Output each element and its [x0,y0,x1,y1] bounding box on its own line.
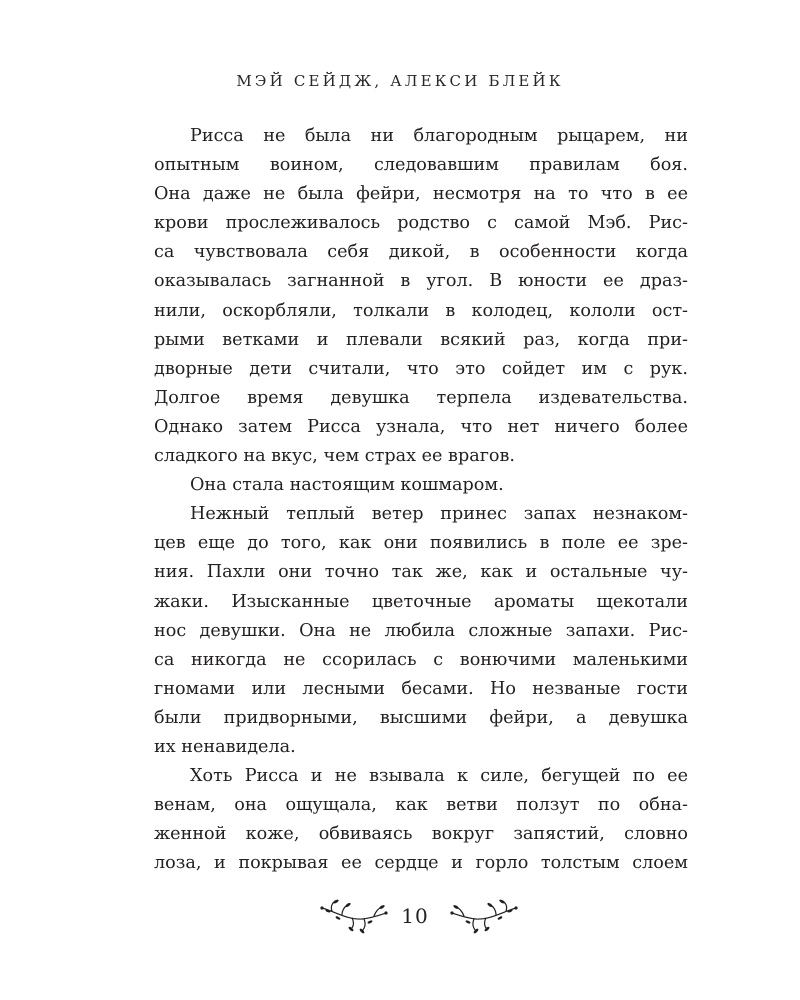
body-line: крови прослеживалось родство с самой Мэб. Рис- [154,213,688,234]
body-line: женной коже, обвиваясь вокруг запястий, словно [154,824,688,845]
body-line: оказывалась загнанной в угол. В юности ее драз- [154,271,688,292]
page-number: 10 [401,904,429,928]
body-line: цев еще до того, как они появились в поле ее зре- [154,533,688,554]
body-line: гномами или лесными бесами. Но незваные гости [154,678,688,699]
body-line: опытным воином, следовавшим правилам боя. [154,155,688,176]
body-line: нили, оскорбляли, толкали в колодец, кололи ост- [154,300,688,321]
body-line: Долгое время девушка терпела издевательства. [154,387,688,408]
body-line: венам, она ощущала, как ветви ползут по обна- [154,795,688,816]
body-line: жаки. Изысканные цветочные ароматы щекотали [154,591,688,612]
body-line: Однако затем Рисса узнала, что нет ничего более [154,416,688,437]
body-line: Она даже не была фейри, несмотря на то что в ее [154,184,688,205]
vine-ornament-right-icon [450,898,520,938]
body-line: дворные дети считали, что это сойдет им с рук. [154,358,688,379]
body-line: ния. Пахли они точно так же, как и остальные чу- [154,562,688,583]
body-line: были придворными, высшими фейри, а девушка [154,707,688,728]
body-line: рыми ветками и плевали всякий раз, когда при- [154,329,688,350]
body-line: са чувствовала себя дикой, в особенности когда [154,242,688,263]
running-header: МЭЙ СЕЙДЖ, АЛЕКСИ БЛЕЙК [236,72,564,90]
body-line: лоза, и покрывая ее сердце и горло толстым слоем [154,853,688,874]
body-line: сладкого на вкус, чем страх ее врагов. [154,446,515,467]
body-line: Она стала настоящим кошмаром. [190,475,504,496]
page-footer [0,898,800,938]
page-body-text [154,122,688,878]
vine-ornament-left-icon [318,898,388,938]
body-line: Нежный теплый ветер принес запах незнаком- [190,504,688,525]
body-line: Рисса не была ни благородным рыцарем, ни [190,126,688,146]
body-line: са никогда не ссорилась с вонючими маленькими [154,649,688,670]
body-line: Хоть Рисса и не взывала к силе, бегущей по ее [190,766,688,787]
body-line: нос девушки. Она не любила сложные запахи. Рис- [154,620,688,641]
body-line: их ненавидела. [154,736,296,757]
